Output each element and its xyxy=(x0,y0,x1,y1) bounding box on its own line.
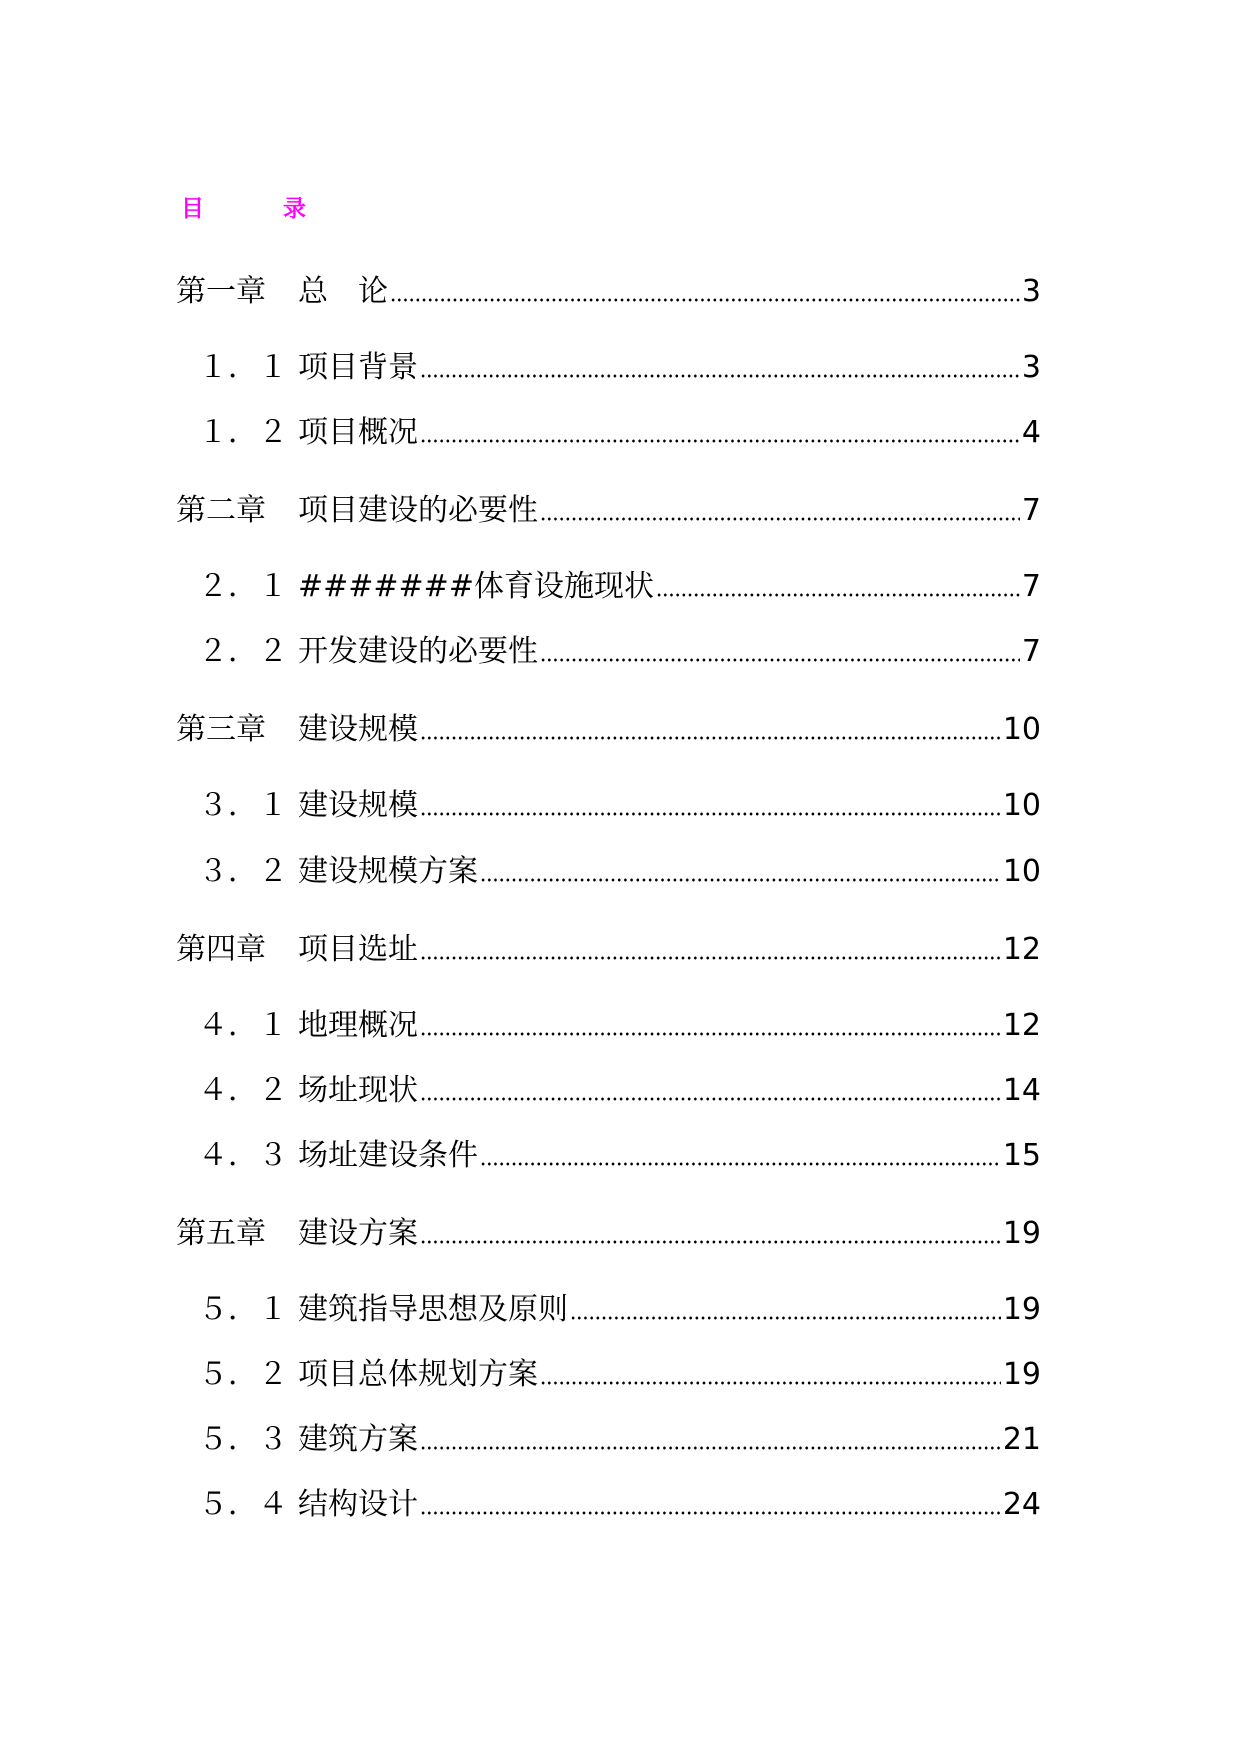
toc-section-5-3[interactable] xyxy=(198,1418,1041,1462)
page-number: 15 xyxy=(1002,1138,1041,1173)
chapter-label: 第三章 xyxy=(176,712,266,747)
dot-leader xyxy=(390,298,1020,302)
dot-leader xyxy=(420,812,1001,816)
page-number: 12 xyxy=(1002,1008,1041,1043)
toc-section-2-1[interactable] xyxy=(198,565,1041,609)
page-number: 21 xyxy=(1002,1422,1041,1457)
page-number: 10 xyxy=(1002,712,1041,747)
toc-section-5-2[interactable] xyxy=(198,1353,1041,1397)
toc-section-3-1[interactable] xyxy=(198,784,1041,828)
toc-section-4-2[interactable] xyxy=(198,1069,1041,1113)
toc-chapter-3[interactable] xyxy=(176,708,1041,752)
dot-leader xyxy=(420,736,1001,740)
dot-leader xyxy=(540,658,1020,662)
toc-chapter-4[interactable] xyxy=(176,928,1041,972)
toc-title: 目 录 xyxy=(181,196,334,222)
section-number: ２．２ xyxy=(198,634,288,669)
section-number: １．２ xyxy=(198,415,288,450)
dot-leader xyxy=(420,1446,1001,1450)
toc-section-4-3[interactable] xyxy=(198,1134,1041,1178)
chapter-title: 项目选址 xyxy=(298,932,418,967)
section-title: 地理概况 xyxy=(298,1008,418,1043)
dot-leader xyxy=(570,1316,1001,1320)
chapter-label: 第二章 xyxy=(176,493,266,528)
chapter-title: 建设规模 xyxy=(298,712,418,747)
chapter-label: 第一章 xyxy=(176,274,266,309)
section-title: 场址建设条件 xyxy=(298,1138,478,1173)
toc-chapter-1[interactable] xyxy=(176,270,1041,314)
section-number: ４．３ xyxy=(198,1138,288,1173)
section-number: ５．１ xyxy=(198,1292,288,1327)
section-number: ５．３ xyxy=(198,1422,288,1457)
section-title: 建筑方案 xyxy=(298,1422,418,1457)
section-title: 建设规模 xyxy=(298,788,418,823)
page-number: 7 xyxy=(1021,569,1041,604)
chapter-title: 建设方案 xyxy=(298,1216,418,1251)
toc-chapter-2[interactable] xyxy=(176,489,1041,533)
toc-section-3-2[interactable] xyxy=(198,850,1041,894)
section-title: #######体育设施现状 xyxy=(298,569,654,604)
section-number: ５．４ xyxy=(198,1487,288,1522)
dot-leader xyxy=(420,439,1020,443)
dot-leader xyxy=(420,956,1001,960)
dot-leader xyxy=(420,374,1020,378)
section-title: 结构设计 xyxy=(298,1487,418,1522)
toc-section-5-4[interactable] xyxy=(198,1483,1041,1527)
page-number: 10 xyxy=(1002,854,1041,889)
toc-section-1-1[interactable] xyxy=(198,346,1041,390)
page-number: 7 xyxy=(1021,634,1041,669)
dot-leader xyxy=(480,878,1001,882)
dot-leader xyxy=(420,1097,1001,1101)
section-title: 开发建设的必要性 xyxy=(298,634,538,669)
page-number: 24 xyxy=(1002,1487,1041,1522)
page-number: 12 xyxy=(1002,932,1041,967)
section-title: 项目概况 xyxy=(298,415,418,450)
dot-leader xyxy=(420,1240,1001,1244)
chapter-title: 项目建设的必要性 xyxy=(298,493,538,528)
section-number: ４．２ xyxy=(198,1073,288,1108)
dot-leader xyxy=(656,593,1020,597)
section-number: ３．２ xyxy=(198,854,288,889)
section-number: ３．１ xyxy=(198,788,288,823)
toc-section-4-1[interactable] xyxy=(198,1004,1041,1048)
page-number: 3 xyxy=(1021,350,1041,385)
section-number: ４．１ xyxy=(198,1008,288,1043)
section-number: ２．１ xyxy=(198,569,288,604)
section-number: １．１ xyxy=(198,350,288,385)
dot-leader xyxy=(540,517,1020,521)
dot-leader xyxy=(420,1511,1001,1515)
dot-leader xyxy=(420,1032,1001,1036)
toc-section-5-1[interactable] xyxy=(198,1288,1041,1332)
page-number: 19 xyxy=(1002,1216,1041,1251)
page-number: 14 xyxy=(1002,1073,1041,1108)
dot-leader xyxy=(480,1162,1001,1166)
section-title: 项目总体规划方案 xyxy=(298,1357,538,1392)
page-number: 3 xyxy=(1021,274,1041,309)
page-number: 19 xyxy=(1002,1292,1041,1327)
page-number: 4 xyxy=(1021,415,1041,450)
toc-chapter-5[interactable] xyxy=(176,1212,1041,1256)
chapter-title: 总 论 xyxy=(298,274,388,309)
page-number: 19 xyxy=(1002,1357,1041,1392)
page-number: 7 xyxy=(1021,493,1041,528)
section-title: 项目背景 xyxy=(298,350,418,385)
section-title: 场址现状 xyxy=(298,1073,418,1108)
chapter-label: 第五章 xyxy=(176,1216,266,1251)
section-title: 建筑指导思想及原则 xyxy=(298,1292,568,1327)
dot-leader xyxy=(540,1381,1001,1385)
section-number: ５．２ xyxy=(198,1357,288,1392)
chapter-label: 第四章 xyxy=(176,932,266,967)
section-title: 建设规模方案 xyxy=(298,854,478,889)
toc-section-1-2[interactable] xyxy=(198,411,1041,455)
toc-section-2-2[interactable] xyxy=(198,630,1041,674)
page-number: 10 xyxy=(1002,788,1041,823)
